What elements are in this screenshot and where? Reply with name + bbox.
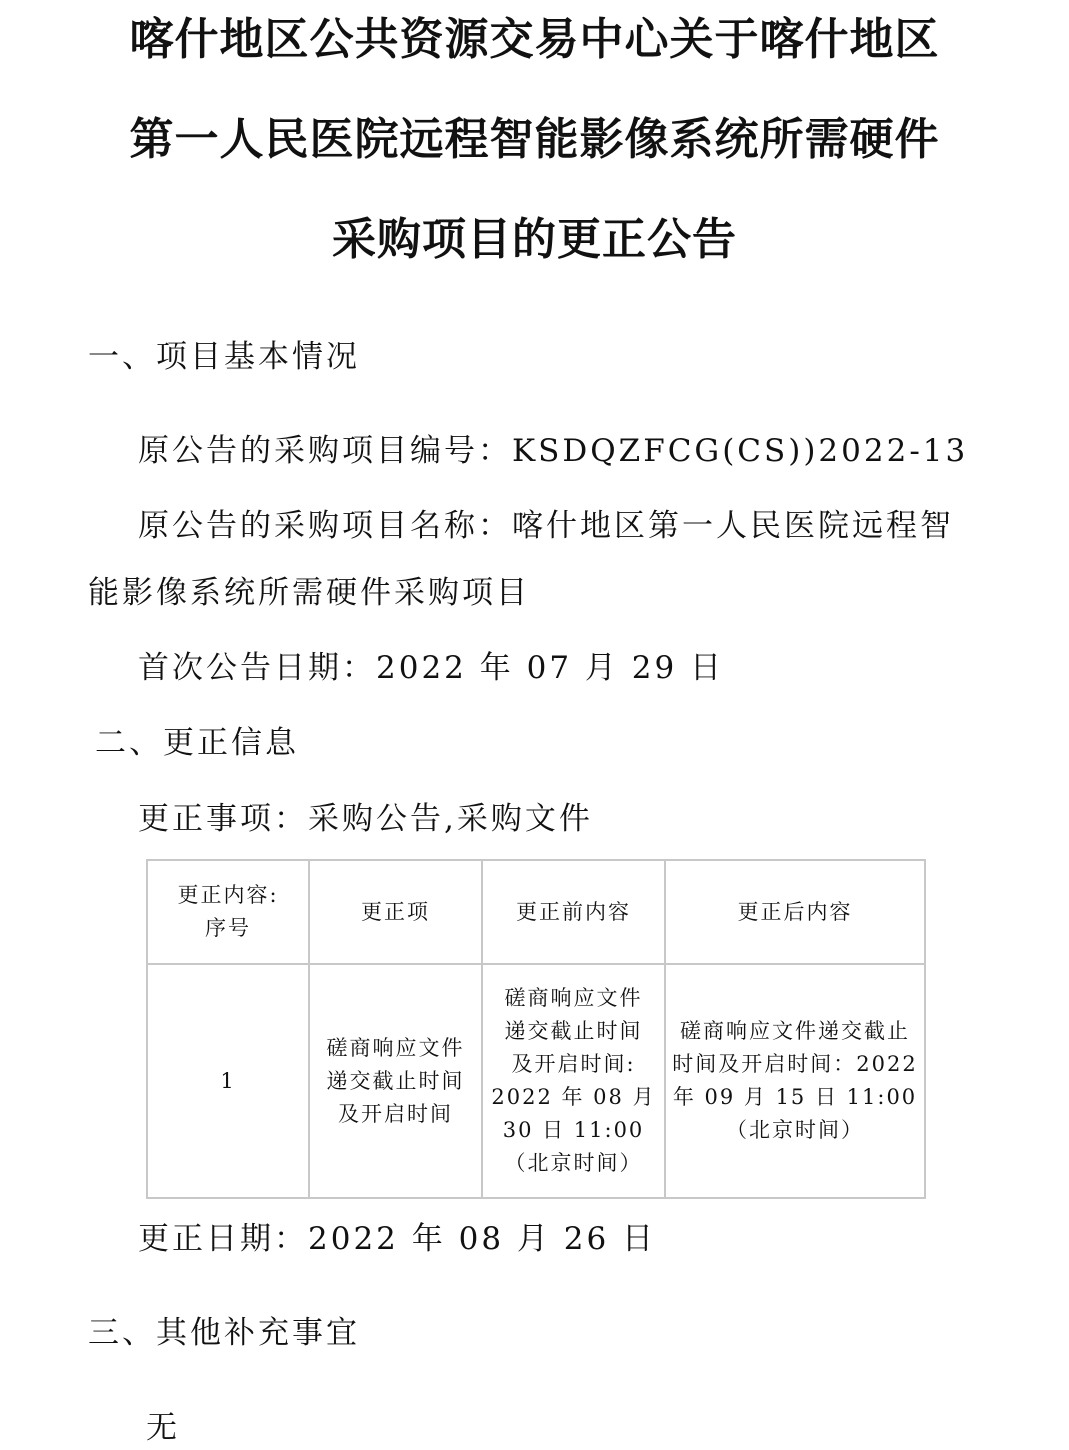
title-line-1: 喀什地区公共资源交易中心关于喀什地区 xyxy=(129,14,940,65)
section-3-content: 无 xyxy=(146,1410,180,1446)
cell-after-line-1: 磋商响应文件递交截止 xyxy=(680,1019,910,1043)
cell-item-line-1: 磋商响应文件 xyxy=(326,1035,465,1060)
cell-after xyxy=(665,964,925,1198)
header-item xyxy=(309,860,482,964)
section-2-heading: 二、更正信息 xyxy=(95,725,299,761)
cell-before-line-6: （北京时间） xyxy=(504,1151,643,1175)
cell-before-line-4: 2022 年 08 月 xyxy=(491,1085,656,1109)
header-before xyxy=(482,860,665,964)
project-name-line-1: 原公告的采购项目名称：喀什地区第一人民医院远程智 xyxy=(138,508,954,544)
cell-item xyxy=(309,964,482,1198)
cell-index xyxy=(147,964,309,1198)
cell-before-line-1: 磋商响应文件 xyxy=(504,986,643,1010)
project-name-line-2: 能影像系统所需硬件采购项目 xyxy=(88,575,530,611)
cell-index-line-1: 1 xyxy=(220,1068,236,1093)
section-3-heading: 三、其他补充事宜 xyxy=(88,1315,360,1351)
section-1-heading: 一、项目基本情况 xyxy=(88,339,360,375)
table-header-row xyxy=(147,860,925,964)
cell-before-line-2: 递交截止时间 xyxy=(504,1019,643,1043)
cell-before-line-5: 30 日 11:00 xyxy=(502,1118,645,1142)
header-after xyxy=(665,860,925,964)
header-item-line-1: 更正项 xyxy=(361,899,430,924)
table-row xyxy=(147,964,925,1198)
change-items: 更正事项：采购公告,采购文件 xyxy=(138,801,593,837)
cell-item-line-2: 递交截止时间 xyxy=(326,1068,465,1093)
changes-table xyxy=(146,859,926,1199)
title-line-2: 第一人民医院远程智能影像系统所需硬件 xyxy=(129,114,940,165)
cell-item-line-3: 及开启时间 xyxy=(338,1101,453,1126)
cell-before-line-3: 及开启时间: xyxy=(511,1052,636,1076)
cell-before xyxy=(482,964,665,1198)
header-index-line-1: 更正内容: xyxy=(177,883,279,907)
cell-after-line-3: 年 09 月 15 日 11:00 xyxy=(672,1085,918,1109)
first-notice-date: 首次公告日期：2022 年 07 月 29 日 xyxy=(138,650,725,686)
header-before-line-1: 更正前内容 xyxy=(516,899,631,924)
title-line-3: 采购项目的更正公告 xyxy=(332,214,737,265)
change-date: 更正日期：2022 年 08 月 26 日 xyxy=(138,1221,657,1257)
header-index xyxy=(147,860,309,964)
project-number: 原公告的采购项目编号：KSDQZFCG(CS))2022-13 xyxy=(138,433,969,469)
cell-after-line-2: 时间及开启时间：2022 xyxy=(672,1052,918,1076)
cell-after-line-4: （北京时间） xyxy=(726,1118,864,1142)
header-after-line-1: 更正后内容 xyxy=(737,899,853,924)
header-index-line-2: 序号 xyxy=(205,916,251,940)
